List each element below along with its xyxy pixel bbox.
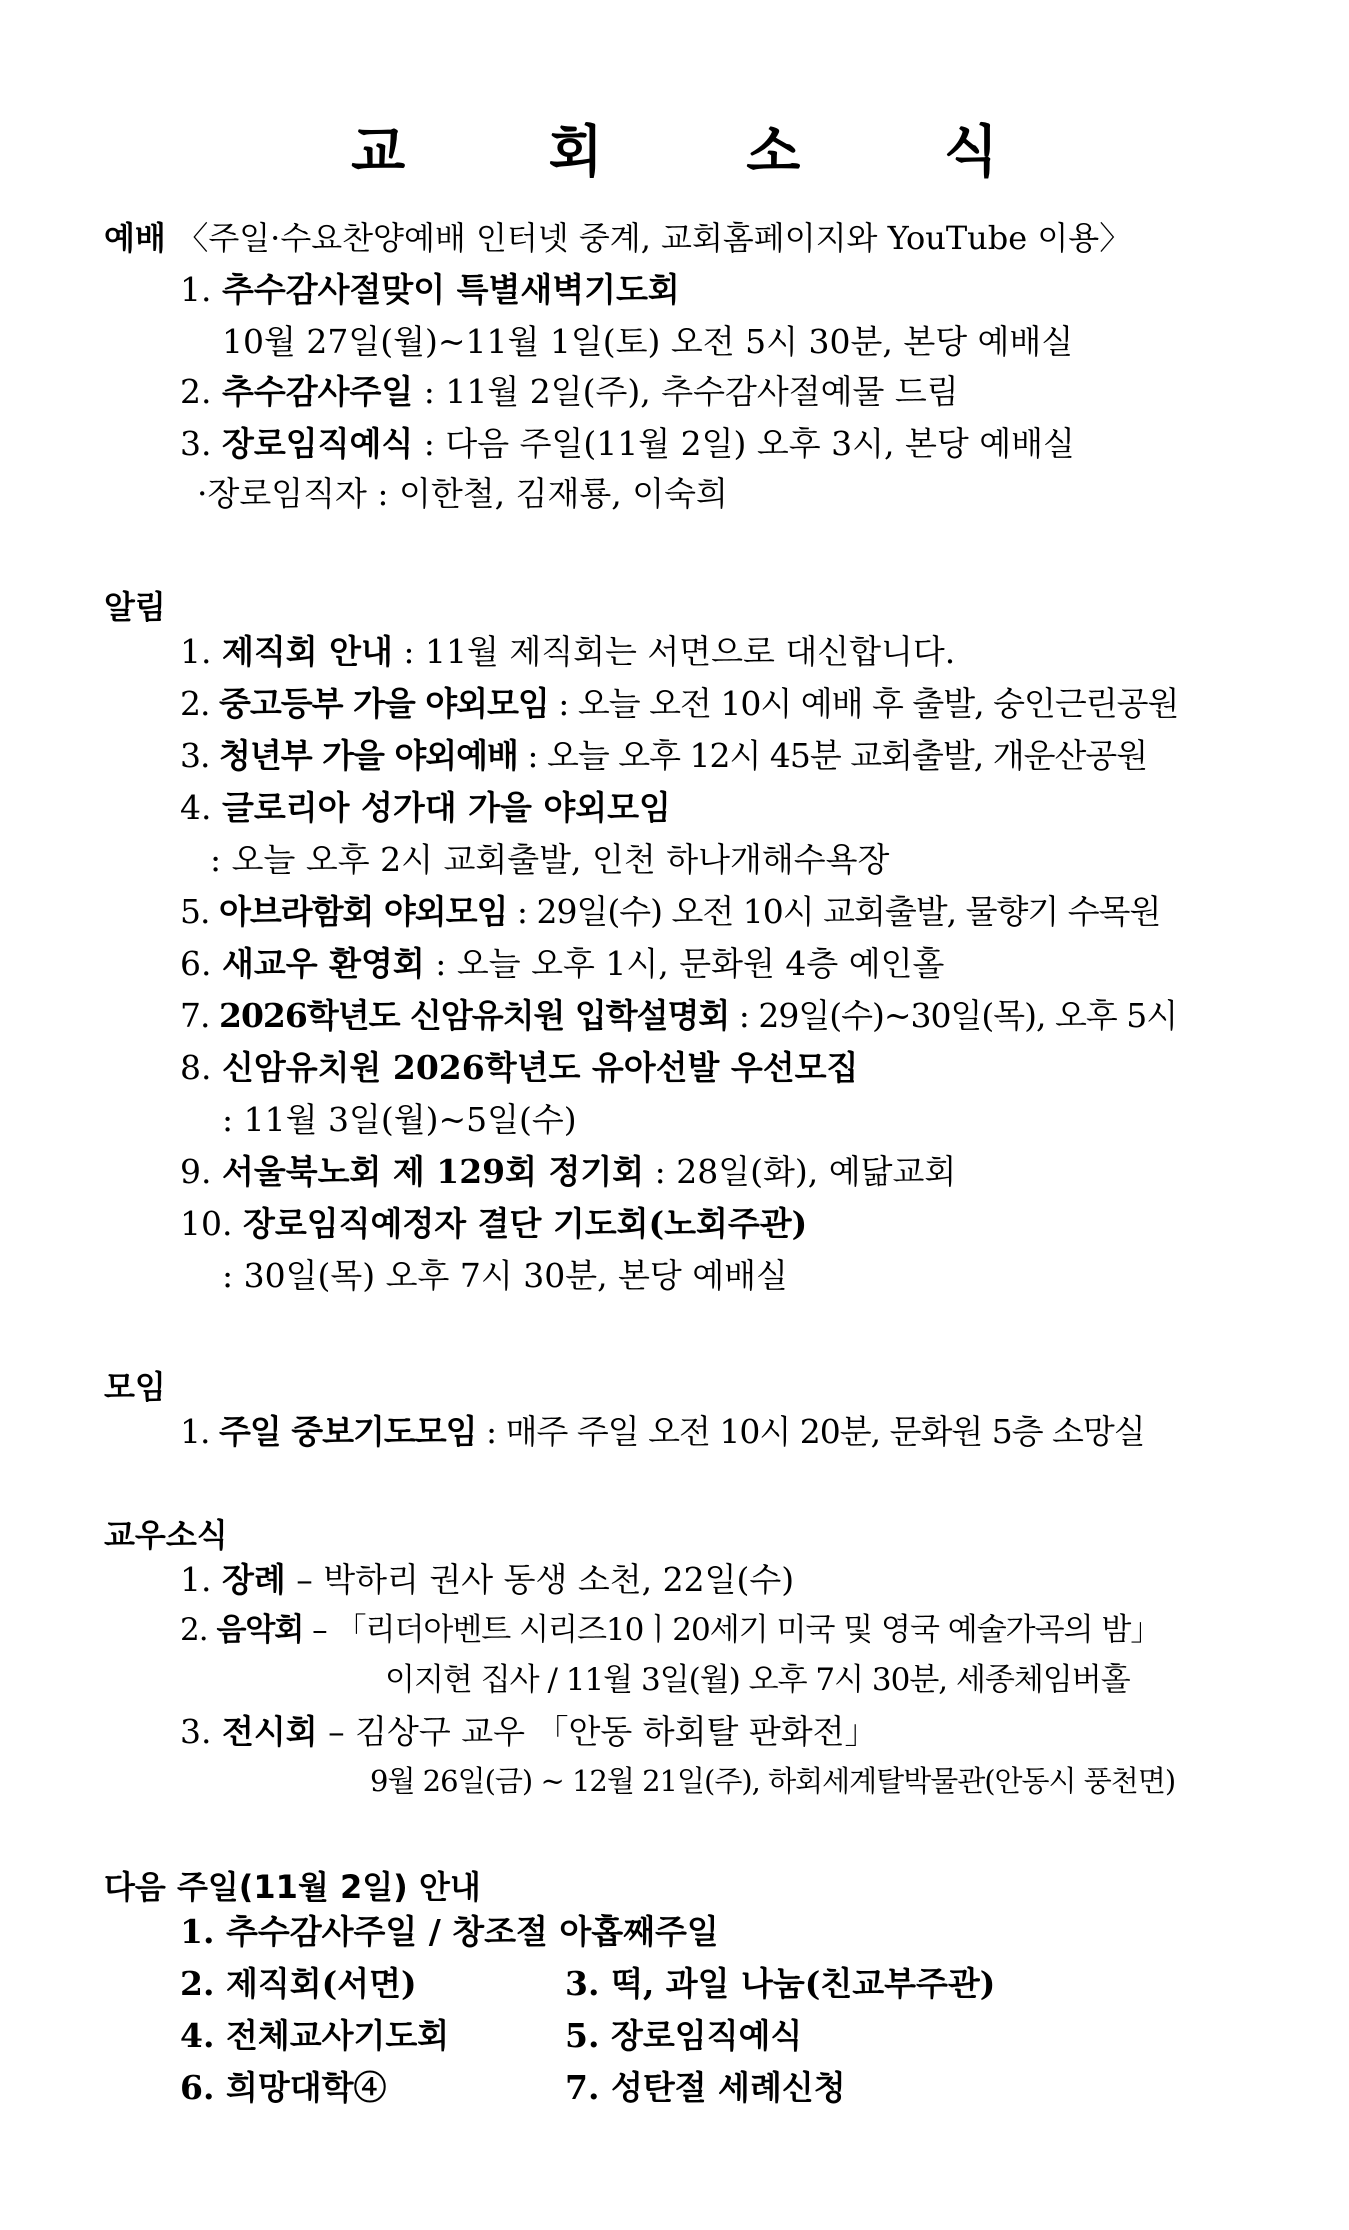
next-week-item: 6. 희망대학④ [180,2068,387,2107]
worship-heading: 예배 [104,219,166,257]
item-detail: – 박하리 권사 동생 소천, 22일(수) [296,1560,795,1599]
item-detail: : 매주 주일 오전 10시 20분, 문화원 5층 소망실 [486,1412,1145,1451]
worship-item-3-detail: ·장로임직자 : 이한철, 김재룡, 이숙희 [197,474,728,513]
item-number: 6. [180,944,212,983]
worship-note: 〈주일·수요찬양예배 인터넷 중계, 교회홈페이지와 YouTube 이용〉 [176,219,1132,257]
item-label: 전시회 [222,1712,318,1751]
item-number: 3. [180,424,212,463]
item-label: 장로임직예정자 결단 기도회(노회주관) [242,1204,808,1243]
member-news-item [180,1612,1160,1649]
item-detail: : 오늘 오전 10시 예배 후 출발, 숭인근린공원 [558,684,1179,723]
members-heading: 교우소식 [104,1516,228,1554]
item-number: 1. [180,270,212,309]
page-title: 교 회 소 식 [351,120,1060,185]
item-number: 4. [180,788,212,827]
worship-item-3 [180,424,1075,464]
notice-item [180,1152,956,1192]
item-number: 3. [180,1712,212,1751]
meeting-item [180,1412,1145,1452]
worship-section-header [104,218,1131,258]
item-detail: : 29일(수)~30일(목), 오후 5시 [738,996,1178,1035]
item-label: 새교우 환영회 [222,944,425,983]
item-number: 2. [180,1612,208,1648]
next-week-item: 4. 전체교사기도회 [180,2016,450,2055]
next-week-heading: 다음 주일(11월 2일) 안내 [104,1868,481,1906]
notice-item [180,996,1177,1036]
item-number: 3. [180,736,210,775]
item-number: 7. [180,996,210,1035]
worship-item-2 [180,372,959,412]
item-detail: : 오늘 오후 1시, 문화원 4층 예인홀 [435,944,945,983]
notice-item-detail: : 오늘 오후 2시 교회출발, 인천 하나개해수욕장 [210,840,890,879]
notice-item-detail: : 30일(목) 오후 7시 30분, 본당 예배실 [222,1256,788,1295]
item-label: 주일 중보기도모임 [219,1412,477,1451]
item-detail: – 김상구 교우 「안동 하회탈 판화전」 [328,1712,878,1751]
item-detail: : 28일(화), 예닮교회 [654,1152,957,1191]
item-detail: : 다음 주일(11월 2일) 오후 3시, 본당 예배실 [423,424,1075,463]
item-label: 장로임직예식 [222,424,414,463]
item-label: 제직회 안내 [222,632,393,671]
notice-item-detail: : 11월 3일(월)~5일(수) [222,1100,577,1139]
notice-item [180,684,1178,724]
item-label: 음악회 [216,1612,304,1648]
item-number: 1. [180,1412,210,1451]
member-news-item [180,1560,794,1600]
item-detail: : 11월 제직회는 서면으로 대신합니다. [403,632,956,671]
item-label: 서울북노회 제 129회 정기회 [222,1152,645,1191]
item-label: 2026학년도 신암유치원 입학설명회 [219,996,730,1035]
item-detail: : 29일(수) 오전 10시 교회출발, 물향기 수목원 [516,892,1161,931]
item-number: 8. [180,1048,212,1087]
item-number: 9. [180,1152,212,1191]
member-news-detail: 9월 26일(금) ~ 12월 21일(주), 하회세계탈박물관(안동시 풍천면) [370,1764,1176,1798]
worship-item-1-detail: 10월 27일(월)~11월 1일(토) 오전 5시 30분, 본당 예배실 [222,322,1074,361]
notice-item [180,1048,858,1088]
item-number: 1. [180,1560,212,1599]
item-number: 1. [180,632,212,671]
next-week-item: 1. 추수감사주일 / 창조절 아홉째주일 [180,1912,719,1951]
item-number: 10. [180,1204,233,1243]
item-number: 2. [180,684,210,723]
notice-item [180,944,944,984]
item-label: 청년부 가을 야외예배 [219,736,518,775]
notice-item [180,788,671,828]
meetings-heading: 모임 [104,1368,166,1406]
notice-item [180,632,955,672]
item-number: 5. [180,892,210,931]
notices-heading: 알림 [104,588,166,626]
next-week-item: 5. 장로임직예식 [565,2016,803,2055]
next-week-item: 7. 성탄절 세례신청 [565,2068,846,2107]
item-label: 신암유치원 2026학년도 유아선발 우선모집 [222,1048,859,1087]
item-label: 추수감사절맞이 특별새벽기도회 [222,270,680,309]
next-week-item: 3. 떡, 과일 나눔(친교부주관) [565,1964,996,2003]
notice-item [180,1204,807,1244]
member-news-detail: 이지현 집사 / 11월 3일(월) 오후 7시 30분, 세종체임버홀 [385,1662,1130,1698]
item-label: 중고등부 가을 야외모임 [219,684,549,723]
item-number: 2. [180,372,212,411]
item-label: 아브라함회 야외모임 [219,892,508,931]
notice-item [180,892,1160,932]
member-news-item [180,1712,878,1752]
item-detail: : 오늘 오후 12시 45분 교회출발, 개운산공원 [527,736,1148,775]
worship-item-1 [180,270,680,310]
item-label: 글로리아 성가대 가을 야외모임 [222,788,671,827]
item-detail: : 11월 2일(주), 추수감사절예물 드림 [423,372,959,411]
item-label: 추수감사주일 [222,372,414,411]
item-label: 장례 [222,1560,286,1599]
notice-item [180,736,1147,776]
next-week-item: 2. 제직회(서면) [180,1964,417,2003]
item-detail: – 「리더아벤트 시리즈10ㅣ20세기 미국 및 영국 예술가곡의 밤」 [312,1612,1161,1648]
